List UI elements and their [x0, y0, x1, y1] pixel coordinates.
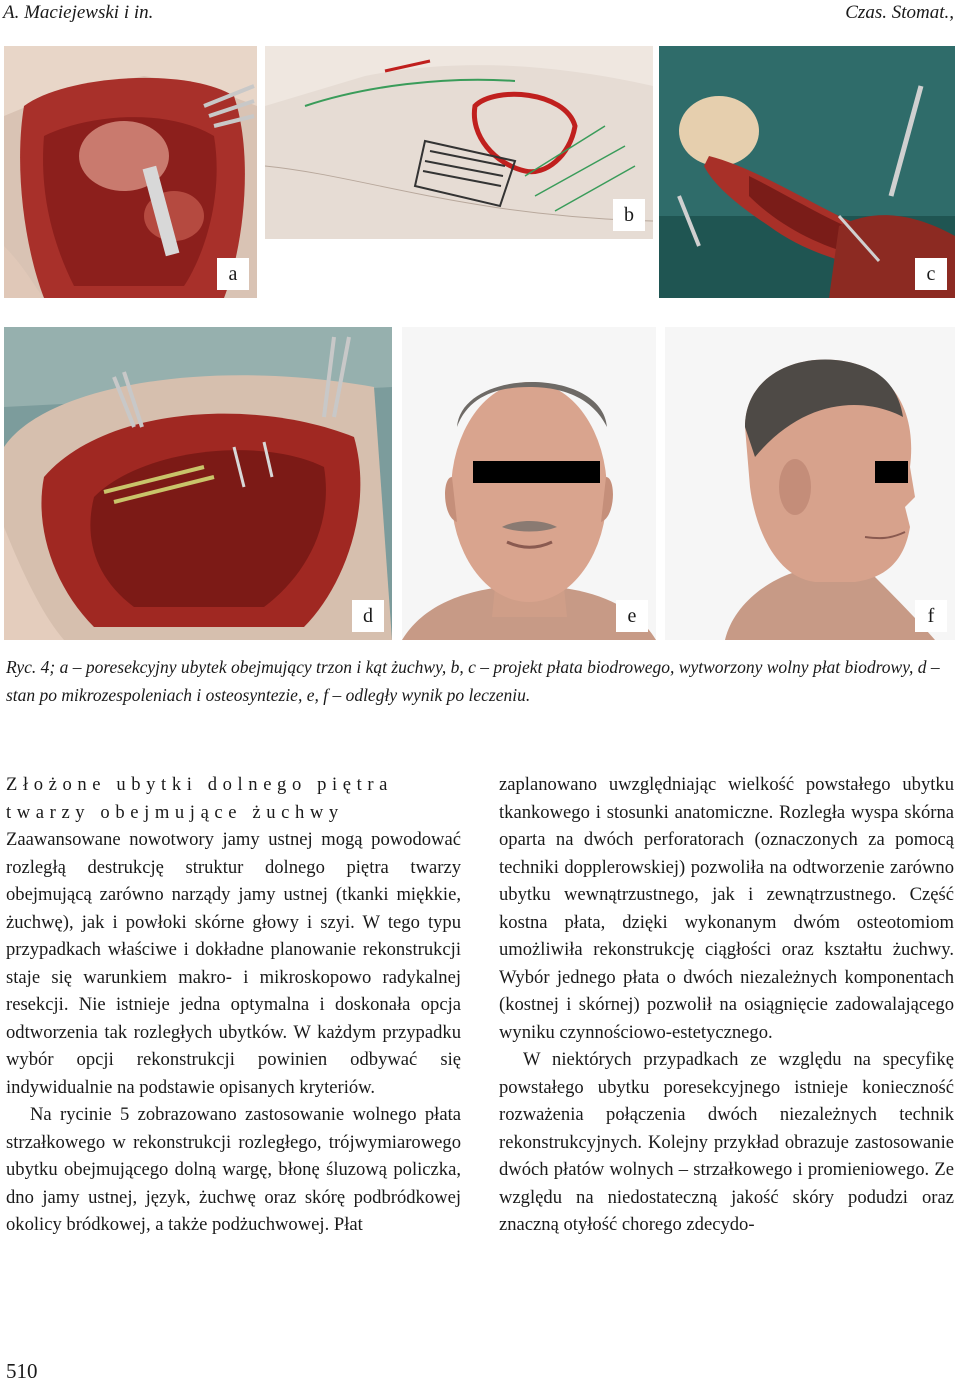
paragraph: Na rycinie 5 zobrazowano zastosowanie wolnego płata strzałkowego w rekonstrukcji rozległego, trójwymiarowego ubytku obejmującego dolną wargę, błonę śluzową policzka, dno jamy ustnej, język, żuchwę oraz skórę podbródkowej okolicy bródkowej, a także podżuchwowej. Płat [6, 1104, 461, 1235]
figure-photo-e [402, 327, 656, 640]
running-header-authors: A. Maciejewski i in. [3, 2, 154, 23]
figure-photo-a [4, 46, 257, 298]
paragraph: W niektórych przypadkach ze względu na specyfikę powstałego ubytku poresekcyjnego istnieje konieczność rozważenia połączenia dwóch niezależnych technik rekonstrukcyjnych. Kolejny przykład obrazuje zastosowanie dwóch płatów wolnych – strzałkowego i promieniowego. Ze względu na niedostateczną jakość skóry podudzi oraz znaczną otyłość chorego zdecydo- [499, 1049, 954, 1235]
figure-label-f: f [915, 600, 947, 632]
eye-censor-bar [875, 461, 908, 483]
figure-caption: Ryc. 4; a – poresekcyjny ubytek obejmujący trzon i kąt żuchwy, b, c – projekt płata biodrowego, wytworzony wolny płat biodrowy, d – stan po mikrozespoleniach i osteosyntezie, e, f – odległy wynik po leczeniu. [6, 657, 940, 705]
figure-photo-d [4, 327, 392, 640]
figure-label-e: e [616, 600, 648, 632]
figure-photo-c [659, 46, 955, 298]
figure-label-c: c [915, 258, 947, 290]
left-column [6, 771, 461, 1239]
paragraph: zaplanowano uwzględniając wielkość powstałego ubytku tkankowego i stosunki anatomiczne. Rozległa wyspa skórna oparta na dwóch perforatorach (oznaczonych za pomocą techniki dopplerowskiej) pozwoliła na odtworzenie zarówno ubytku wewnątrzustnego, jak i zewnątrzustnego. Część kostna płata, dzięki wykonanym dwóm osteotomiom umożliwiła rekonstrukcję ciągłości oraz kształtu żuchwy. Wybór jednego płata o dwóch niezależnych komponentach (kostnej i skórnej) pozwolił na osiągnięcie zadowalającego wyniku czynnościowo-estetycznego. [499, 774, 954, 1043]
section-heading-line2: twarzy obejmujące żuchwy [6, 801, 344, 823]
eye-censor-bar [473, 461, 600, 483]
right-column [499, 771, 954, 1239]
figure-photo-f [665, 327, 955, 640]
page-number: 510 [6, 1359, 38, 1383]
figure-label-d: d [352, 600, 384, 632]
paragraph: Zaawansowane nowotwory jamy ustnej mogą powodować rozległą destrukcję struktur dolnego piętra twarzy obejmującą zarówno narządy jamy ustnej (tkanki miękkie, żuchwę), jak i powłoki skórne głowy i szyi. W tego typu przypadkach właściwe i dokładne planowanie rekonstrukcji staje się warunkiem makro- i mikroskopowo radykalnej resekcji. Nie istnieje jedna optymalna i doskonała opcja odtworzenia tak rozległych ubytków. W każdym przypadku wybór opcji rekonstrukcji powinien odbywać się indywidualnie na podstawie opisanych kryteriów. [6, 829, 461, 1098]
running-header-journal: Czas. Stomat., [845, 2, 954, 23]
section-heading-line1: Złożone ubytki dolnego piętra [6, 774, 394, 795]
figure-label-a: a [217, 258, 249, 290]
figure-photo-b [265, 46, 653, 239]
figure-label-b: b [613, 199, 645, 231]
